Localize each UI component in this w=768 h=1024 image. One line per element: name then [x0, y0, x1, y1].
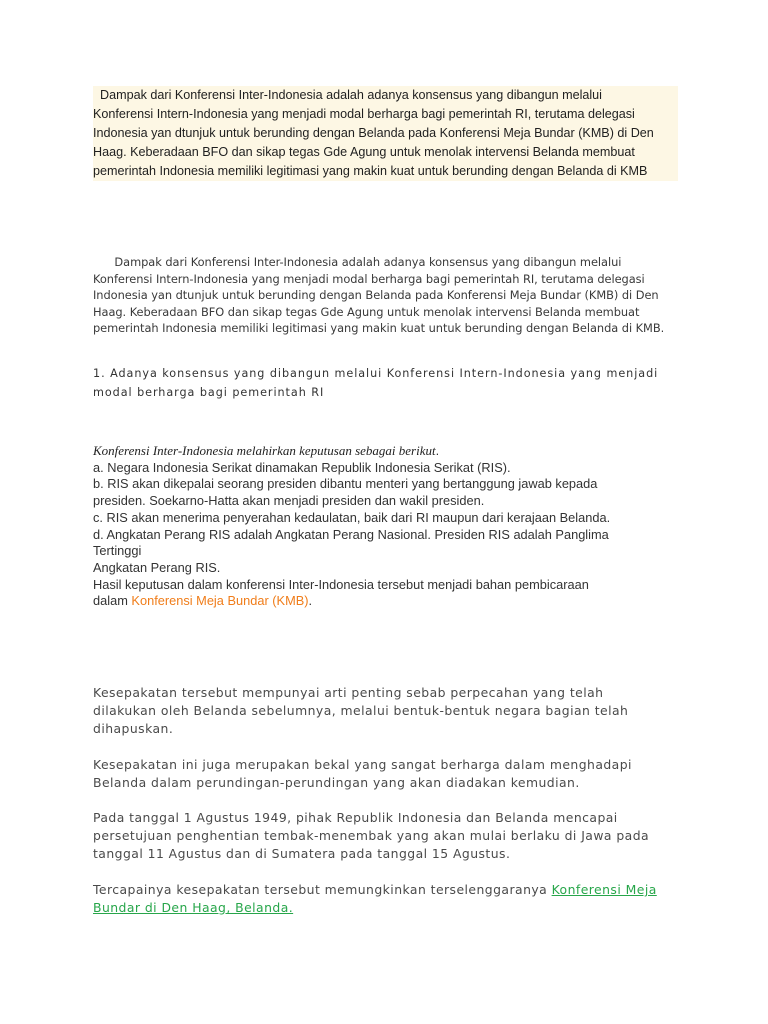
highlighted-paragraph [93, 86, 678, 181]
para-line: persetujuan penghentian tembak-menembak yang akan mulai berlaku di Jawa pada [93, 828, 650, 843]
plain-line: Indonesia yan dtunjuk untuk berunding dengan Belanda pada Konferensi Meja Bundar (KMB) di Den [93, 288, 659, 303]
decision-last-line [93, 593, 653, 610]
paragraph-gencatan-senjata [93, 809, 683, 863]
decisions-intro-period: . [435, 443, 440, 458]
decision-item: c. RIS akan menerima penyerahan kedaulatan, baik dari RI maupun dari kerajaan Belanda. [93, 509, 611, 525]
highlight-line: Indonesia yan dtunjuk untuk berunding dengan Belanda pada Konferensi Meja Bundar (KMB) di Den [93, 126, 654, 140]
section-heading [93, 364, 683, 402]
para-line: Belanda dalam perundingan-perundingan yang akan diadakan kemudian. [93, 775, 580, 790]
plain-paragraph [93, 254, 683, 337]
plain-line: Haag. Keberadaan BFO dan sikap tegas Gde Agung untuk menolak intervensi Belanda membuat [93, 304, 640, 319]
heading-line: 1. Adanya konsensus yang dibangun melalui Konferensi Intern-Indonesia yang menjadi [93, 367, 659, 380]
para-line [93, 899, 683, 917]
kmb-link[interactable]: Konferensi Meja Bundar (KMB) [131, 593, 309, 609]
paragraph-kesepakatan-arti [93, 684, 683, 738]
plain-line: Dampak dari Konferensi Inter-Indonesia adalah adanya konsensus yang dibangun melalui [93, 255, 622, 269]
decisions-section [93, 443, 653, 610]
para-line: dihapuskan. [93, 721, 174, 736]
highlight-line: pemerintah Indonesia memiliki legitimasi yang makin kuat untuk berunding dengan Belanda di KMB [93, 164, 648, 178]
kmb-den-haag-link-cont[interactable]: Bundar di Den Haag, Belanda. [93, 900, 294, 915]
plain-line: pemerintah Indonesia memiliki legitimasi yang makin kuat untuk berunding dengan Belanda di KMB. [93, 321, 665, 336]
para-line: Kesepakatan tersebut mempunyai arti penting sebab perpecahan yang telah [93, 685, 604, 700]
decision-item: presiden. Soekarno-Hatta akan menjadi presiden dan wakil presiden. [93, 493, 485, 509]
kmb-den-haag-link[interactable]: Konferensi Meja [551, 882, 657, 897]
decision-item: Tertinggi [93, 543, 142, 559]
decisions-intro [93, 443, 653, 460]
decisions-intro-text: Konferensi Inter-Indonesia melahirkan keputusan sebagai berikut [93, 443, 436, 458]
paragraph-kesepakatan-bekal [93, 756, 683, 792]
para-line: dilakukan oleh Belanda sebelumnya, melalui bentuk-bentuk negara bagian telah [93, 703, 629, 718]
para-line [93, 881, 683, 899]
decision-item: Hasil keputusan dalam konferensi Inter-Indonesia tersebut menjadi bahan pembicaraan [93, 576, 589, 592]
paragraph-kmb-den-haag [93, 881, 683, 917]
decision-last-prefix: dalam [93, 593, 132, 609]
para4-prefix: Tercapainya kesepakatan tersebut memungkinkan terselenggaranya [93, 882, 552, 897]
decision-last-suffix: . [308, 593, 313, 609]
decision-item: Angkatan Perang RIS. [93, 559, 221, 575]
highlight-line: Haag. Keberadaan BFO dan sikap tegas Gde Agung untuk menolak intervensi Belanda membuat [93, 145, 635, 159]
para-line: tanggal 11 Agustus dan di Sumatera pada tanggal 15 Agustus. [93, 846, 511, 861]
para-line: Kesepakatan ini juga merupakan bekal yang sangat berharga dalam menghadapi [93, 757, 632, 772]
highlight-line: Konferensi Intern-Indonesia yang menjadi modal berharga bagi pemerintah RI, terutama delegasi [93, 107, 635, 121]
decision-item: d. Angkatan Perang RIS adalah Angkatan Perang Nasional. Presiden RIS adalah Panglima [93, 526, 609, 542]
heading-line: modal berharga bagi pemerintah RI [93, 386, 325, 399]
highlight-line: Dampak dari Konferensi Inter-Indonesia adalah adanya konsensus yang dibangun melalui [93, 88, 602, 102]
decision-item: a. Negara Indonesia Serikat dinamakan Republik Indonesia Serikat (RIS). [93, 459, 511, 475]
plain-line: Konferensi Intern-Indonesia yang menjadi modal berharga bagi pemerintah RI, terutama delegasi [93, 271, 645, 286]
decision-item: b. RIS akan dikepalai seorang presiden dibantu menteri yang bertanggung jawab kepada [93, 476, 598, 492]
para-line: Pada tanggal 1 Agustus 1949, pihak Republik Indonesia dan Belanda mencapai [93, 810, 618, 825]
